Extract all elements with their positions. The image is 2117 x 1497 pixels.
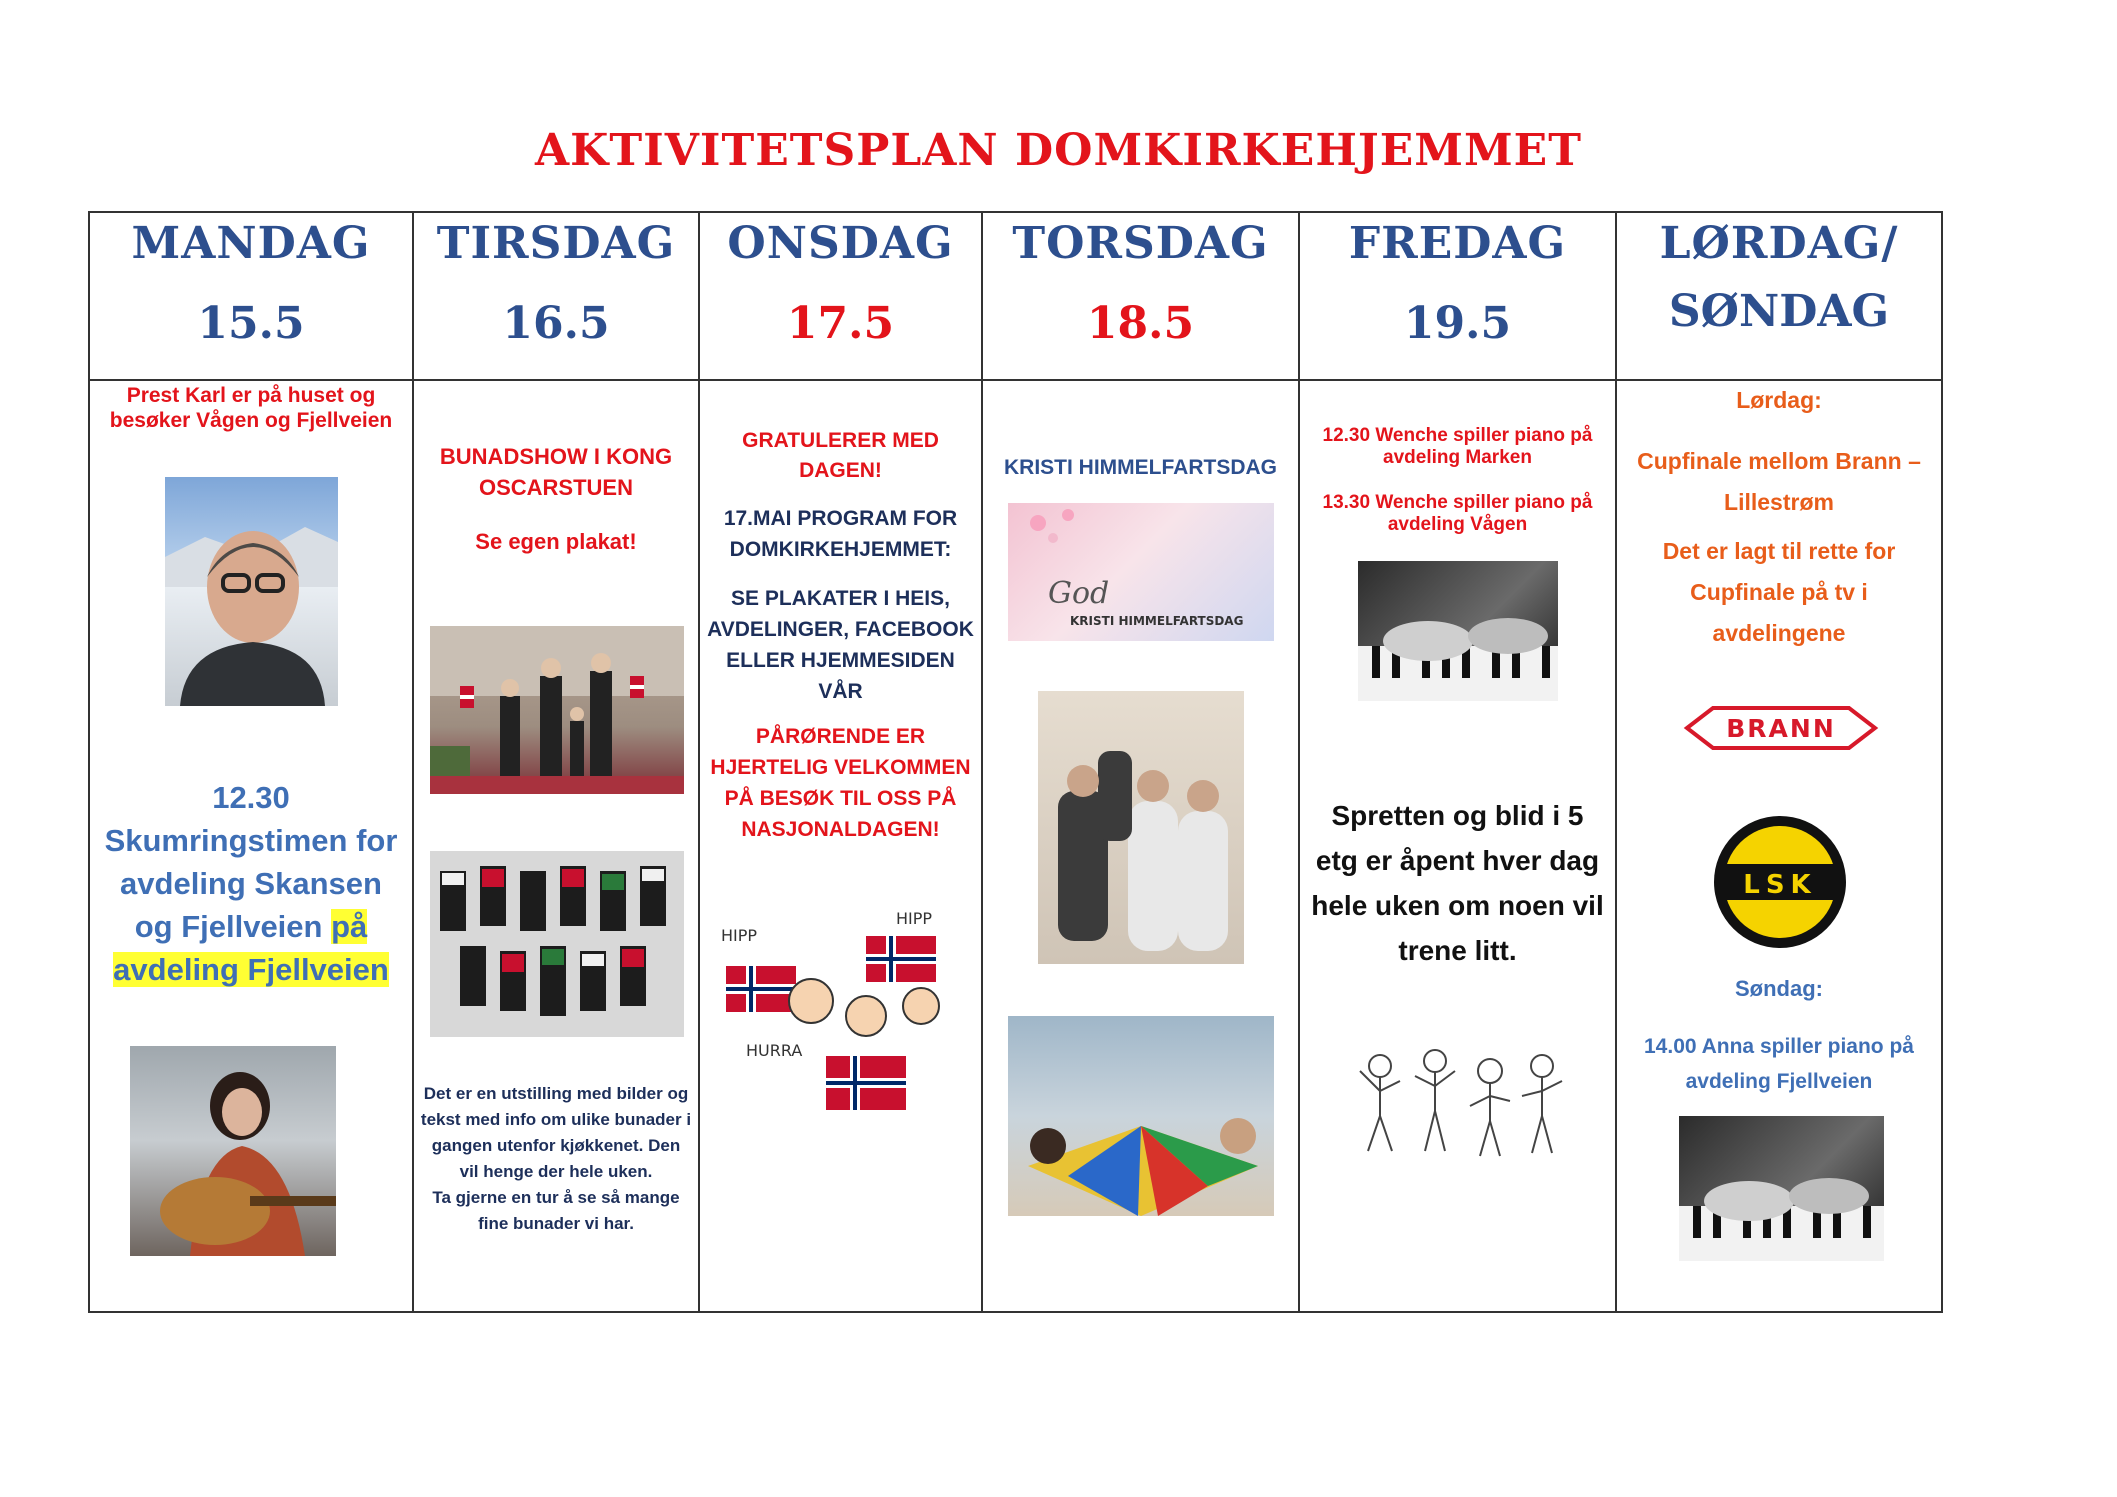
day-date: 17.5 [786, 297, 895, 349]
day-date: 16.5 [502, 297, 610, 349]
cell-monday [89, 380, 413, 1312]
card-script: God [1048, 576, 1110, 611]
thursday-headline: KRISTI HIMMELFARTSDAG [1004, 456, 1277, 479]
holiday-card-image [1008, 503, 1274, 641]
wednesday-relatives: PÅRØRENDE ER HJERTELIG VELKOMMEN PÅ BESØK TIL OSS PÅ NASJONALDAGEN! [710, 725, 971, 841]
bunad-collage-image [430, 851, 684, 1037]
lsk-logo-text: LSK [1743, 870, 1817, 900]
drawing-word: HURRA [746, 1041, 803, 1060]
tv-text: Det er lagt til rette for Cupfinale på tv i avdelingene [1662, 538, 1896, 646]
brann-logo [1683, 704, 1879, 752]
day-name: TORSDAG [1012, 218, 1269, 269]
monday-intro: Prest Karl er på huset og besøker Vågen og Fjellveien [109, 384, 393, 432]
royal-family-photo [430, 626, 684, 794]
body-text-2: Ta gjerne en tur å se så mange fine bunader vi har. [432, 1188, 680, 1233]
monday-event [90, 776, 412, 991]
wednesday-posters: SE PLAKATER I HEIS, AVDELINGER, FACEBOOK ELLER HJEMMESIDEN VÅR [707, 587, 974, 703]
friday-piano-1: 12.30 Wenche spiller piano på avdeling Marken [1322, 425, 1593, 468]
priest-photo [165, 477, 338, 706]
day-header-weekend [1616, 212, 1942, 380]
day-name: TIRSDAG [436, 218, 676, 269]
event-text: Skumringstimen for avdeling Skansen og Fjellveien [104, 823, 398, 944]
cell-weekend [1616, 380, 1942, 1312]
parachute-game-photo [1008, 1016, 1274, 1216]
piano-hands-photo [1358, 561, 1558, 701]
body-text: Det er en utstilling med bilder og tekst med info om ulike bunader i gangen utenfor kjøkkenet. Den vil henge der hele uken. [420, 1084, 692, 1181]
cell-friday [1299, 380, 1616, 1312]
card-text: KRISTI HIMMELFARTSDAG [1070, 614, 1244, 628]
event-time: 12.30 [212, 780, 290, 815]
brann-logo-text: BRANN [1726, 714, 1836, 743]
cup-final-text: Cupfinale mellom Brann – Lillestrøm [1637, 448, 1921, 515]
day-date: 19.5 [1403, 297, 1512, 349]
day-header-wednesday [699, 212, 982, 380]
exercise-cartoon [1350, 1041, 1572, 1166]
day-header-monday [89, 212, 413, 380]
sunday-piano: 14.00 Anna spiller piano på avdeling Fjellveien [1644, 1035, 1914, 1093]
tuesday-note: Se egen plakat! [475, 529, 637, 554]
page-title: AKTIVITETSPLAN DOMKIRKEHJEMMET [535, 125, 1582, 176]
dance-photo [1038, 691, 1244, 964]
day-header-friday [1299, 212, 1616, 380]
saturday-label: Lørdag: [1736, 387, 1822, 413]
day-header-thursday [982, 212, 1299, 380]
day-name: ONSDAG [727, 218, 954, 269]
day-date: 18.5 [1086, 297, 1195, 349]
friday-gym: Spretten og blid i 5 etg er åpent hver dag hele uken om noen vil trene litt. [1311, 800, 1604, 966]
piano-hands-photo-2 [1679, 1116, 1884, 1261]
cell-tuesday [413, 380, 699, 1312]
day-date: SØNDAG [1668, 285, 1890, 337]
drawing-word: HIPP [721, 926, 758, 945]
day-header-tuesday [413, 212, 699, 380]
wednesday-greeting: GRATULERER MED DAGEN! [742, 429, 939, 482]
tuesday-body [414, 1081, 698, 1237]
lsk-logo [1712, 814, 1848, 950]
activity-plan-table [88, 211, 1943, 1313]
flag-children-drawing [716, 906, 966, 1136]
tuesday-headline: BUNADSHOW I KONG OSCARSTUEN [439, 444, 673, 500]
wednesday-program: 17.MAI PROGRAM FOR DOMKIRKEHJEMMET: [723, 507, 958, 561]
sunday-label: Søndag: [1735, 976, 1823, 1001]
day-name: MANDAG [131, 218, 371, 269]
guitar-player-photo [130, 1046, 336, 1256]
day-name: FREDAG [1348, 218, 1567, 269]
day-date: 15.5 [197, 297, 305, 349]
event-highlight: på avdeling Fjellveien [113, 909, 389, 987]
cell-thursday [982, 380, 1299, 1312]
cell-wednesday [699, 380, 982, 1312]
friday-piano-2: 13.30 Wenche spiller piano på avdeling Vågen [1322, 492, 1593, 535]
drawing-word: HIPP [896, 909, 933, 928]
day-name: LØRDAG/ [1659, 218, 1899, 269]
